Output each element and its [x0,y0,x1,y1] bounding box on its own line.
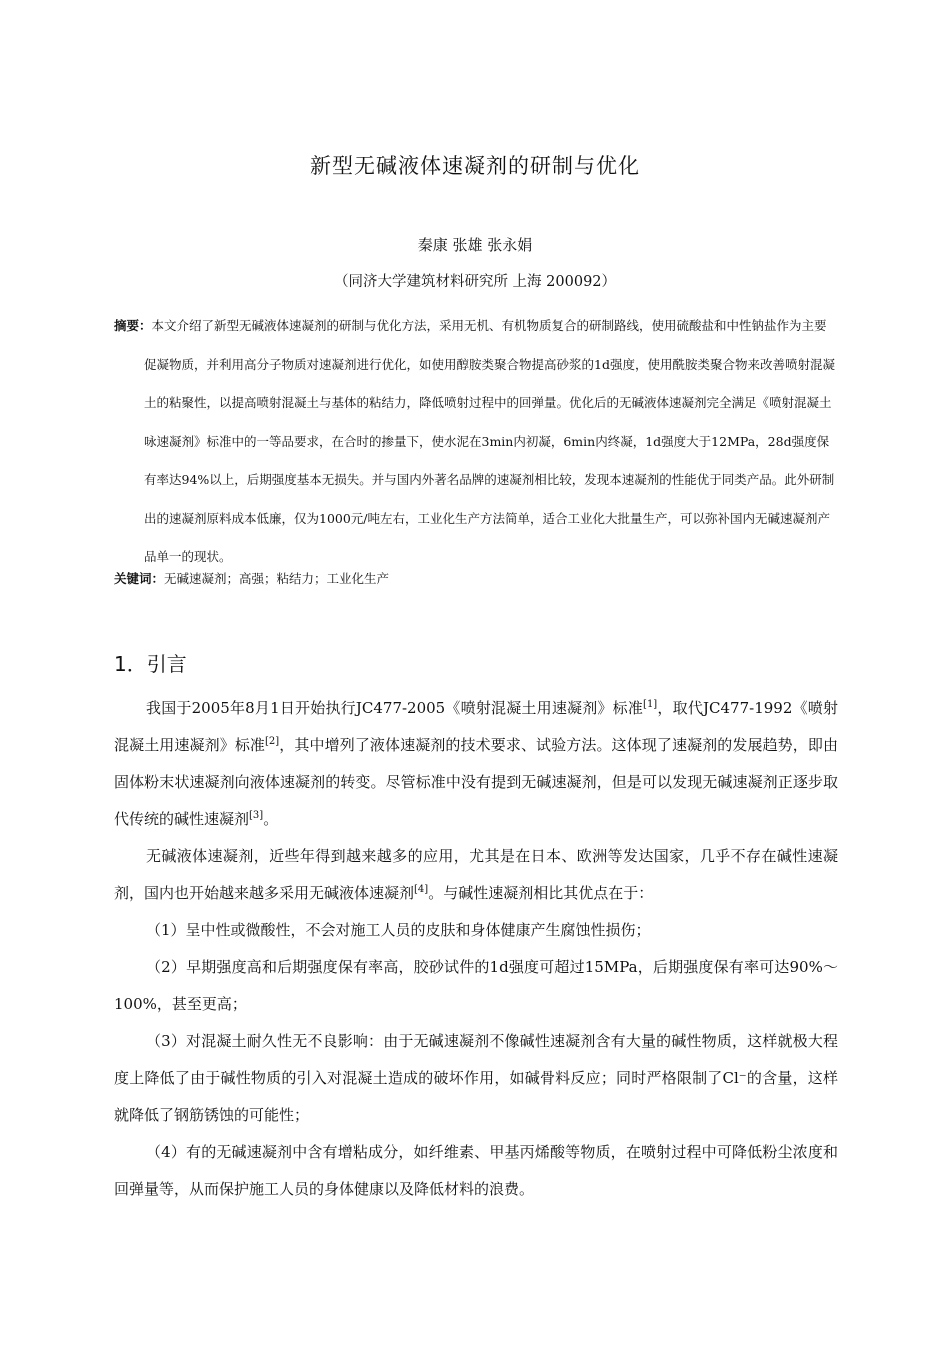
paper-title: 新型无碱液体速凝剂的研制与优化 [310,154,640,178]
paragraph-text: 无碱液体速凝剂，近些年得到越来越多的应用，尤其是在日本、欧洲等发达国家，几乎不存在碱性速凝剂，国内也开始越来越多采用无碱液体速凝剂 [114,847,838,902]
citation-ref: [4] [414,884,429,895]
paragraph-text: ，其中增列了液体速凝剂的技术要求、试验方法。这体现了速凝剂的发展趋势，即由固体粉末状速凝剂向液体速凝剂的转变。尽管标准中没有提到无碱速凝剂，但是可以发现无碱速凝剂正逐步取代传统的碱性速凝剂 [114,736,838,828]
abstract-paragraph [114,307,838,577]
list-item-4: （4）有的无碱速凝剂中含有增粘成分，如纤维素、甲基丙烯酸等物质，在喷射过程中可降低粉尘浓度和回弹量等，从而保护施工人员的身体健康以及降低材料的浪费。 [114,1143,838,1198]
citation-ref: [3] [249,810,264,821]
keywords-label: 关键词： [114,571,165,586]
paragraph-text: 。 [263,810,279,828]
paragraph-text: ，取代JC477-1992《喷射混凝土用速凝剂》标准 [114,699,838,754]
abstract-label: 摘要： [114,318,152,333]
body-paragraph [114,690,838,838]
list-item-1: （1）呈中性或微酸性，不会对施工人员的皮肤和身体健康产生腐蚀性损伤； [146,921,651,939]
abstract-text: 本文介绍了新型无碱液体速凝剂的研制与优化方法，采用无机、有机物质复合的研制路线，使用硫酸盐和中性钠盐作为主要促凝物质，并利用高分子物质对速凝剂进行优化，如使用醇胺类聚合物提高砂浆的1d强度，使用酰胺类聚合物来改善喷射混凝土的粘聚性，以提高喷射混凝土与基体的粘结力，降低喷射过程中的回弹量。优化后的无碱液体速凝剂完全满足《喷射混凝土咏速凝剂》标准中的一等品要求，在合时的掺量下，使水泥在3min内初凝，6min内终凝，1d强度大于12MPa，28d强度保有率达94%以上，后期强度基本无损失。并与国内外著名品牌的速凝剂相比较，发现本速凝剂的性能优于同类产品。此外研制出的速凝剂原料成本低廉，仅为1000元/吨左右，工业化生产方法简单，适合工业化大批量生产，可以弥补国内无碱速凝剂产品单一的现状。 [144,318,835,564]
section-heading-introduction: 1．引言 [114,652,187,676]
abstract-block [114,307,838,577]
keywords-block [114,568,838,590]
introduction-body [114,690,838,1208]
body-paragraph [114,838,838,912]
list-item-3: （3）对混凝土耐久性无不良影响：由于无碱速凝剂不像碱性速凝剂含有大量的碱性物质，这样就极大程度上降低了由于碱性物质的引入对混凝土造成的破坏作用，如碱骨料反应；同时严格限制了Cl⁻的含量，这样就降低了钢筋锈蚀的可能性； [114,1032,838,1124]
paragraph-text: 。与碱性速凝剂相比其优点在于： [428,884,654,902]
list-item-2: （2）早期强度高和后期强度保有率高，胶砂试件的1d强度可超过15MPa，后期强度保有率可达90%～100%，甚至更高； [114,958,838,1013]
paper-affiliation: （同济大学建筑材料研究所 上海 200092） [333,274,617,290]
paragraph-text: 我国于2005年8月1日开始执行JC477-2005《喷射混凝土用速凝剂》标准 [146,699,644,717]
citation-ref: [2] [265,736,280,747]
keywords-text: 无碱速凝剂；高强；粘结力；工业化生产 [164,571,390,586]
citation-ref: [1] [643,699,658,710]
paper-authors: 秦康 张雄 张永娟 [417,236,533,254]
